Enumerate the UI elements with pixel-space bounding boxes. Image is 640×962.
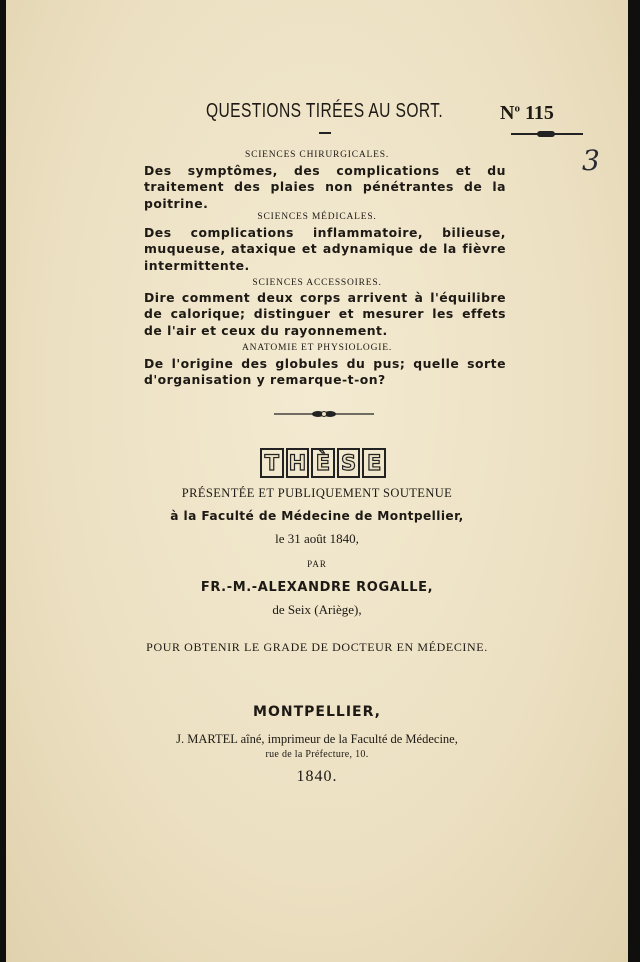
questions-title: QUESTIONS TIRÉES AU SORT. <box>206 100 444 122</box>
presented-line: PRÉSENTÉE ET PUBLIQUEMENT SOUTENUE <box>181 486 453 500</box>
these-letter: E <box>362 448 386 478</box>
question-medicales: Des complications inflammatoire, bilieuse, muqueuse, ataxique et adynamique de la fièvre intermittente. <box>144 225 506 273</box>
author-name: FR.-M.-ALEXANDRE ROGALLE, <box>200 580 434 595</box>
number-ornament-rule <box>511 133 583 135</box>
section-heading-accessoires: SCIENCES ACCESSOIRES. <box>252 278 382 288</box>
these-title <box>260 448 386 478</box>
thesis-number <box>500 102 554 125</box>
these-letter: T <box>260 448 284 478</box>
imprint-year: 1840. <box>296 768 338 785</box>
title-underline <box>319 132 331 134</box>
defense-date: le 31 août 1840, <box>275 531 359 546</box>
author-origin: de Seix (Ariège), <box>272 602 362 617</box>
number-value: 115 <box>524 102 554 124</box>
section-heading-chirurgicales: SCIENCES CHIRURGICALES. <box>244 150 390 160</box>
thesis-title-page <box>6 0 628 962</box>
par-label: PAR <box>307 559 327 569</box>
these-letter: È <box>311 448 335 478</box>
imprint-printer: J. MARTEL aîné, imprimeur de la Faculté de Médecine, <box>176 732 458 746</box>
question-chirurgicales: Des symptômes, des complications et du traitement des plaies non pénétrantes de la poitrine. <box>144 163 506 211</box>
these-letter: H <box>286 448 310 478</box>
degree-purpose: POUR OBTENIR LE GRADE DE DOCTEUR EN MÉDECINE. <box>146 640 488 654</box>
question-accessoires: Dire comment deux corps arrivent à l'équilibre de calorique; distinguer et mesurer les effets de l'air et ceux du rayonnement. <box>144 290 506 338</box>
number-prefix: N <box>500 102 515 124</box>
handwritten-mark: 3 <box>582 144 600 177</box>
imprint-street: rue de la Préfecture, 10. <box>265 749 369 760</box>
faculty-line: à la Faculté de Médecine de Montpellier, <box>170 509 464 523</box>
imprint-city: MONTPELLIER, <box>253 704 381 720</box>
ornament-divider <box>274 410 374 418</box>
section-heading-anatomie: ANATOMIE ET PHYSIOLOGIE. <box>242 343 392 353</box>
section-heading-medicales: SCIENCES MÉDICALES. <box>257 212 377 222</box>
number-suffix: o <box>514 102 520 115</box>
these-letter: S <box>337 448 361 478</box>
question-anatomie: De l'origine des globules du pus; quelle sorte d'organisation y remarque-t-on? <box>144 356 506 388</box>
